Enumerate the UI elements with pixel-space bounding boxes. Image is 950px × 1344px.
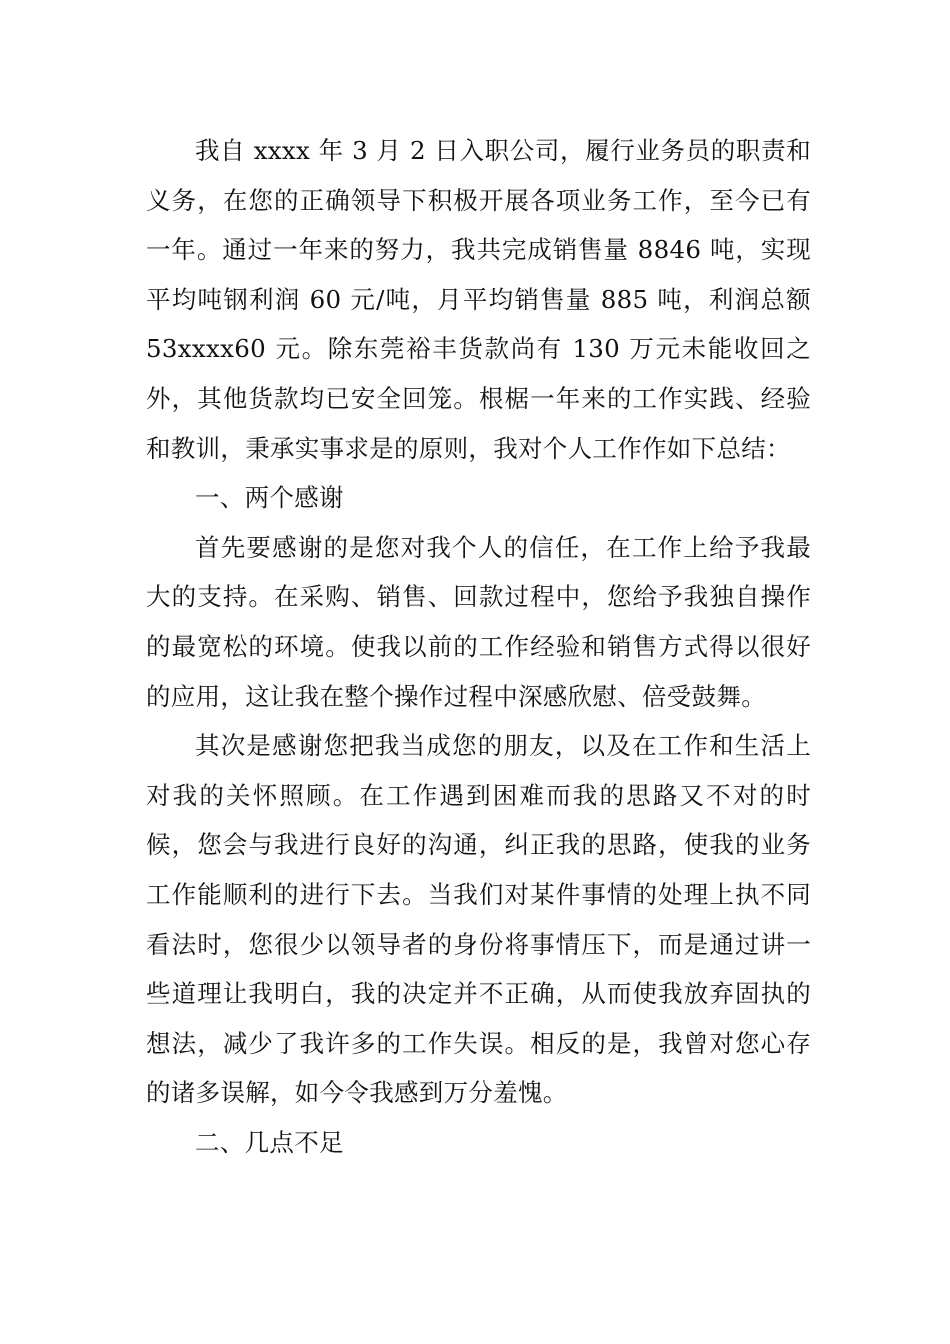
- document-body: [146, 126, 811, 1167]
- intro-paragraph: 我自 xxxx 年 3 月 2 日入职公司，履行业务员的职责和义务，在您的正确领导下积极开展各项业务工作，至今已有一年。通过一年来的努力，我共完成销售量 8846 吨，实现平均吨钢利润 60 元/吨，月平均销售量 885 吨，利润总额 53xxxx60 元。除东莞裕丰货款尚有 130 万元未能收回之外，其他货款均已安全回笼。根椐一年来的工作实践、经验和教训，秉承实事求是的原则，我对个人工作作如下总结：: [146, 136, 811, 463]
- section-heading-thanks: 一、两个感谢: [195, 483, 344, 513]
- thanks-paragraph-1: 首先要感谢的是您对我个人的信任，在工作上给予我最大的支持。在采购、销售、回款过程中，您给予我独自操作的最宽松的环境。使我以前的工作经验和销售方式得以很好的应用，这让我在整个操作过程中深感欣慰、倍受鼓舞。: [146, 532, 811, 711]
- thanks-paragraph-2: 其次是感谢您把我当成您的朋友，以及在工作和生活上对我的关怀照顾。在工作遇到困难而我的思路又不对的时候，您会与我进行良好的沟通，纠正我的思路，使我的业务工作能顺利的进行下去。当我们对某件事情的处理上执不同看法时，您很少以领导者的身份将事情压下，而是通过讲一些道理让我明白，我的决定并不正确，从而使我放弃固执的想法，减少了我许多的工作失误。相反的是，我曾对您心存的诸多误解，如今令我感到万分羞愧。: [146, 731, 811, 1108]
- section-heading-shortcomings: 二、几点不足: [195, 1127, 344, 1157]
